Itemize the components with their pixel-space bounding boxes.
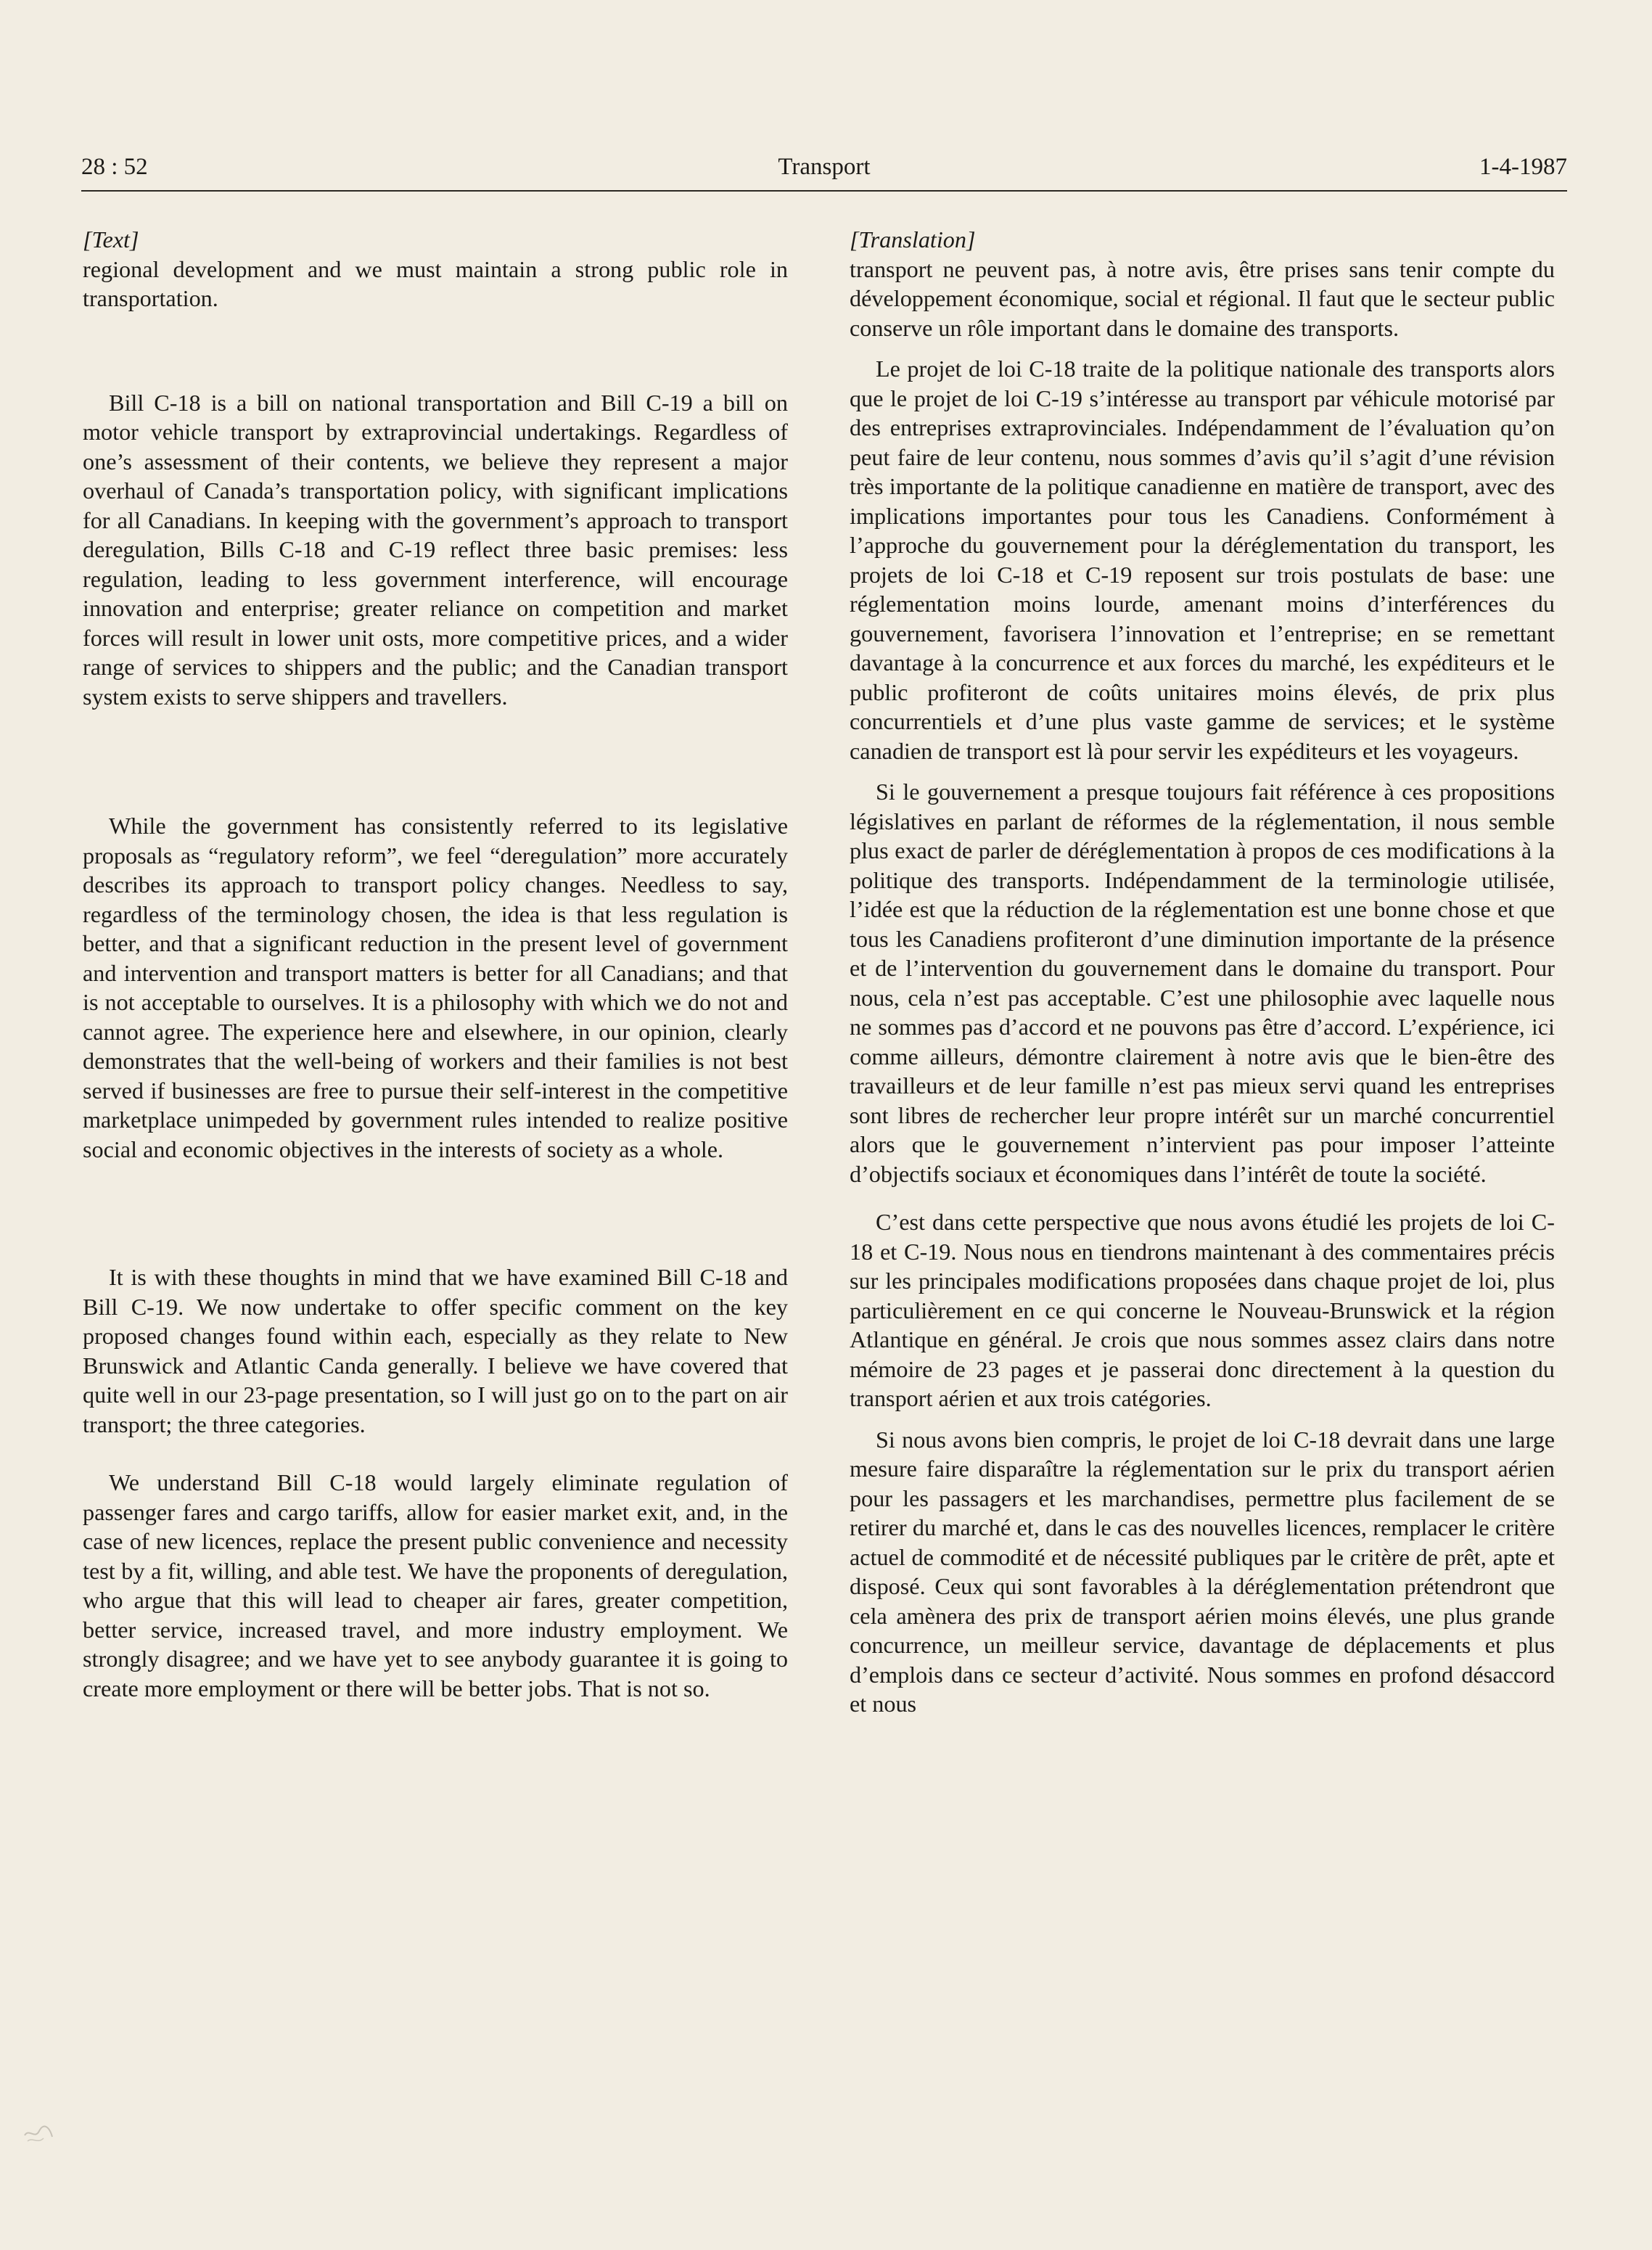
paragraph: C’est dans cette perspective que nous avons étudié les projets de loi C-18 et C-19. Nous nous en tiendrons maintenant à des commentaires précis sur les principales modifications proposées dans chaque projet de loi, plus particulièrement en ce qui concerne le Nouveau-Brunswick et la région Atlantique en général. Je crois que nous sommes assez clairs dans notre mémoire de 23 pages et je passerai donc directement à la question du transport aérien et aux trois catégories. <box>850 1209 1555 1411</box>
page-date: 1-4-1987 <box>1479 154 1567 180</box>
paragraph: Si nous avons bien compris, le projet de loi C-18 devrait dans une large mesure faire disparaître la réglementation sur le prix du transport aérien pour les passagers et les marchandises, permettre plus facilement de se retirer du marché et, dans le cas des nouvelles licences, remplacer le critère actuel de commodité et de nécessité publiques par le critère de prêt, apte et disposé. Ceux qui sont favorables à la déréglementation prétendront que cela amènera des prix de transport aérien moins élevés, une plus grande concurrence, un meilleur service, davantage de déplacements et plus d’emplois dans ce secteur d’activité. Nous sommes en profond désaccord et nous <box>850 1426 1555 1717</box>
page-header <box>81 154 1567 194</box>
paragraph: regional development and we must maintain a strong public role in transportation. <box>83 255 788 311</box>
paper-mark <box>22 2122 55 2146</box>
english-column <box>83 225 788 1703</box>
paragraph: transport ne peuvent pas, à notre avis, être prises sans tenir compte du développement économique, social et régional. Il faut que le secteur public conserve un rôle important dans le domaine des transports. <box>850 255 1555 341</box>
paragraph: We understand Bill C-18 would largely eliminate regulation of passenger fares and cargo tariffs, allow for easier market exit, and, in the case of new licences, replace the present public convenience and necessity test by a fit, willing, and able test. We have the proponents of deregulation, who argue that this will lead to cheaper air fares, greater competition, better service, increased travel, and more industry employment. We strongly disagree; and we have yet to see anybody guarantee it is going to create more employment or there will be better jobs. That is not so. <box>83 1469 788 1701</box>
paragraph: It is with these thoughts in mind that we have examined Bill C-18 and Bill C-19. We now undertake to offer specific comment on the key proposed changes found within each, especially as they relate to New Brunswick and Atlantic Canda generally. I believe we have covered that quite well in our 23-page presentation, so I will just go on to the part on air transport; the three categories. <box>83 1264 788 1437</box>
page-number: 28 : 52 <box>81 154 148 180</box>
paragraph: Si le gouvernement a presque toujours fait référence à ces propositions législatives en parlant de réformes de la réglementation, il nous semble plus exact de parler de déréglementation à propos de ces modifications à la politique des transports. Indépendamment de la terminologie utilisée, l’idée est que la réduction de la réglementation est une bonne chose et que tous les Canadiens profiteront d’une diminution importante de la présence et de l’intervention du gouvernement dans le domaine du transport. Pour nous, cela n’est pas acceptable. C’est une philosophie avec laquelle nous ne sommes pas d’accord et ne pouvons pas être d’accord. L’expérience, ici comme ailleurs, démontre clairement à notre avis que le bien-être des travailleurs et de leur famille n’est pas mieux servi quand les entreprises sont libres de rechercher leur propre intérêt sur un marché concurrentiel alors que le gouvernement n’intervient pas pour imposer l’atteinte d’objectifs sociaux et économiques dans l’intérêt de toute la société. <box>850 779 1555 1187</box>
column-label-translation: [Translation] <box>850 226 976 252</box>
header-rule <box>81 190 1567 192</box>
running-title: Transport <box>778 154 871 180</box>
paragraph: Bill C-18 is a bill on national transportation and Bill C-19 a bill on motor vehicle transport by extraprovincial undertakings. Regardless of one’s assessment of their contents, we believe they represent a major overhaul of Canada’s transportation policy, with significant implications for all Canadians. In keeping with the government’s approach to transport deregulation, Bills C-18 and C-19 reflect three basic premises: less regulation, leading to less government interference, will encourage innovation and enterprise; greater reliance on competition and market forces will result in lower unit osts, more competitive prices, and a wider range of services to shippers and the public; and the Canadian transport system exists to serve shippers and travellers. <box>83 389 788 710</box>
column-label-text: [Text] <box>83 226 139 252</box>
paragraph: Le projet de loi C-18 traite de la politique nationale des transports alors que le projet de loi C-19 s’intéresse au transport par véhicule motorisé par des entreprises extraprovinciales. Indépendamment de l’évaluation qu’on peut faire de leur contenu, nous sommes d’avis qu’il s’agit d’une révision très importante de la politique canadienne en matière de transport, avec des implications importantes pour tous les Canadiens. Conformément à l’approche du gouvernement pour la déréglementation du transport, les projets de loi C-18 et C-19 reposent sur trois postulats de base: une réglementation moins lourde, amenant moins d’interférences du gouvernement, favorisera l’innovation et l’entreprise; en se remettant davantage à la concurrence et aux forces du marché, les expéditeurs et le public profiteront de coûts unitaires moins élevés, de prix plus concurrentiels et d’une plus vaste gamme de services; et le système canadien de transport est là pour servir les expéditeurs et les voyageurs. <box>850 356 1555 764</box>
french-column <box>850 225 1555 1719</box>
paragraph: While the government has consistently referred to its legislative proposals as “regulatory reform”, we feel “deregulation” more accurately describes its approach to transport policy changes. Needless to say, regardless of the terminology chosen, the idea is that less regulation is better, and that a significant reduction in the present level of government and intervention and transport matters is better for all Canadians; and that is not acceptable to ourselves. It is a philosophy with which we do not and cannot agree. The experience here and elsewhere, in our opinion, clearly demonstrates that the well-being of workers and their families is not best served if businesses are free to pursue their self-interest in the competitive marketplace unimpeded by government rules intended to realize positive social and economic objectives in the interests of society as a whole. <box>83 813 788 1162</box>
